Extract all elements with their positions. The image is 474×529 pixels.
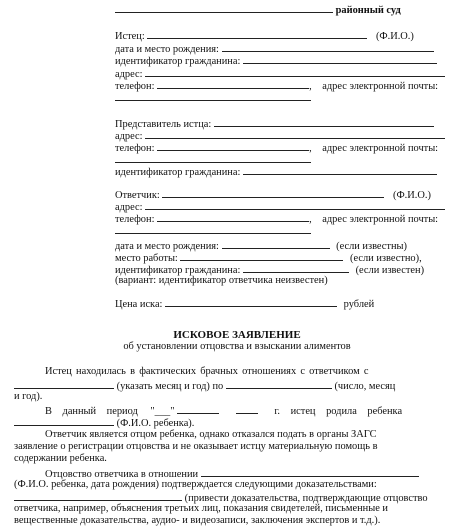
- plaintiff-address-blank[interactable]: [145, 67, 445, 77]
- child-ref-blank[interactable]: [201, 467, 419, 477]
- p2-text-b: г. истец родила ребенка: [274, 406, 403, 417]
- p1-line1-text: Истец находилась в фактических брачных отношениях с ответчиком с: [45, 366, 369, 377]
- plaintiff-contacts-row: телефон: , адрес электронной почты:: [115, 81, 439, 92]
- relationship-start-blank[interactable]: [14, 379, 114, 389]
- plaintiff-email-label: адрес электронной почты:: [322, 81, 439, 92]
- defendant-email-blank[interactable]: [115, 224, 311, 234]
- representative-id-row: [115, 165, 437, 179]
- defendant-fio-hint: (Ф.И.О.): [392, 190, 431, 201]
- defendant-address-label: адрес:: [115, 202, 143, 213]
- representative-email-label: адрес электронной почты:: [322, 143, 439, 154]
- p1-line3: и год).: [14, 391, 43, 402]
- representative-name-blank[interactable]: [214, 117, 434, 127]
- court-name-blank[interactable]: [115, 3, 333, 13]
- representative-phone-blank[interactable]: [157, 141, 309, 151]
- defendant-birth-blank[interactable]: [222, 239, 330, 249]
- p1-line2-text-b: (число, месяц: [334, 381, 396, 392]
- defendant-address-blank[interactable]: [145, 200, 445, 210]
- representative-address-label: адрес:: [115, 131, 143, 142]
- plaintiff-name-blank[interactable]: [147, 29, 367, 39]
- p2-child-fio-hint: (Ф.И.О. ребенка).: [116, 418, 195, 429]
- defendant-work-blank[interactable]: [180, 251, 343, 261]
- defendant-id-blank[interactable]: [243, 263, 349, 273]
- defendant-phone-blank[interactable]: [157, 212, 309, 222]
- birth-month-blank[interactable]: [177, 404, 219, 414]
- p2-text-a: В данный период: [45, 406, 138, 417]
- relationship-end-blank[interactable]: [226, 379, 332, 389]
- representative-contacts-row: телефон: , адрес электронной почты:: [115, 143, 439, 154]
- evidence-blank[interactable]: [14, 491, 182, 501]
- p3-line1: Ответчик является отцом ребенка, однако отказался подать в органы ЗАГС: [45, 429, 377, 440]
- court-label: районный суд: [335, 5, 401, 16]
- plaintiff-row: [115, 29, 414, 43]
- representative-email-blank[interactable]: [115, 153, 311, 163]
- p4-line2: (Ф.И.О. ребенка, дата рождения) подтверждается следующими доказательствами:: [14, 479, 377, 490]
- defendant-variant-note: (вариант: идентификатор ответчика неизвестен): [115, 275, 328, 286]
- defendant-work-label: место работы:: [115, 253, 178, 264]
- p4-line4: ответчика, например, объяснения третьих лиц, показания свидетелей, письменные и: [14, 503, 388, 514]
- claim-price-row: [115, 297, 374, 311]
- p1-line2-text-a: (указать месяц и год) по: [116, 381, 224, 392]
- document-subtitle: об установлении отцовства и взыскании алиментов: [123, 341, 351, 352]
- representative-label: Представитель истца:: [115, 119, 212, 130]
- defendant-id-label: идентификатор гражданина:: [115, 265, 241, 276]
- defendant-phone-label: телефон:: [115, 214, 155, 225]
- plaintiff-birth-blank[interactable]: [222, 42, 434, 52]
- claim-price-unit: рублей: [343, 299, 375, 310]
- defendant-birth-label: дата и место рождения:: [115, 241, 219, 252]
- defendant-email-row: [115, 224, 311, 238]
- plaintiff-email-blank[interactable]: [115, 91, 311, 101]
- plaintiff-address-label: адрес:: [115, 69, 143, 80]
- p3-line2: заявление о регистрации отцовства и не оказывает истцу материальную помощь в: [14, 441, 378, 452]
- p4-line1-text: Отцовство ответчика в отношении: [45, 469, 199, 480]
- defendant-id-note: (если известен): [355, 265, 425, 276]
- representative-address-blank[interactable]: [145, 129, 445, 139]
- defendant-label: Ответчик:: [115, 190, 160, 201]
- document-title: ИСКОВОЕ ЗАЯВЛЕНИЕ: [173, 329, 301, 341]
- plaintiff-id-row: [115, 54, 437, 68]
- p2-day-quote[interactable]: "___": [150, 406, 175, 417]
- plaintiff-phone-blank[interactable]: [157, 79, 309, 89]
- p1-line1: [45, 366, 368, 378]
- p2-line2: [14, 416, 194, 430]
- child-name-blank[interactable]: [14, 416, 114, 426]
- plaintiff-label: Истец:: [115, 31, 145, 42]
- plaintiff-fio-hint: (Ф.И.О.): [375, 31, 414, 42]
- plaintiff-id-blank[interactable]: [243, 54, 437, 64]
- defendant-contacts-row: телефон: , адрес электронной почты:: [115, 214, 439, 225]
- claim-price-label: Цена иска:: [115, 299, 163, 310]
- court-line: [115, 3, 401, 17]
- representative-phone-label: телефон:: [115, 143, 155, 154]
- p4-line5: вещественные доказательства, аудио- и видеозаписи, заключения экспертов и т.д.).: [14, 515, 381, 526]
- representative-id-label: идентификатор гражданина:: [115, 167, 241, 178]
- representative-id-blank[interactable]: [243, 165, 437, 175]
- defendant-name-blank[interactable]: [162, 188, 384, 198]
- defendant-variant-row: [115, 275, 328, 287]
- defendant-birth-note: (если известны): [336, 241, 407, 252]
- p1-line2: [14, 379, 395, 393]
- claim-price-blank[interactable]: [165, 297, 337, 307]
- plaintiff-phone-label: телефон:: [115, 81, 155, 92]
- birth-year-blank[interactable]: [236, 404, 258, 414]
- p3-line3: содержании ребенка.: [14, 453, 107, 464]
- plaintiff-birth-label: дата и место рождения:: [115, 44, 219, 55]
- defendant-email-label: адрес электронной почты:: [322, 214, 439, 225]
- p4-line3-text: (привести доказательства, подтверждающие отцовство: [184, 493, 428, 504]
- defendant-work-note: (если известно),: [350, 253, 422, 264]
- plaintiff-id-label: идентификатор гражданина:: [115, 56, 241, 67]
- plaintiff-email-row: [115, 91, 311, 105]
